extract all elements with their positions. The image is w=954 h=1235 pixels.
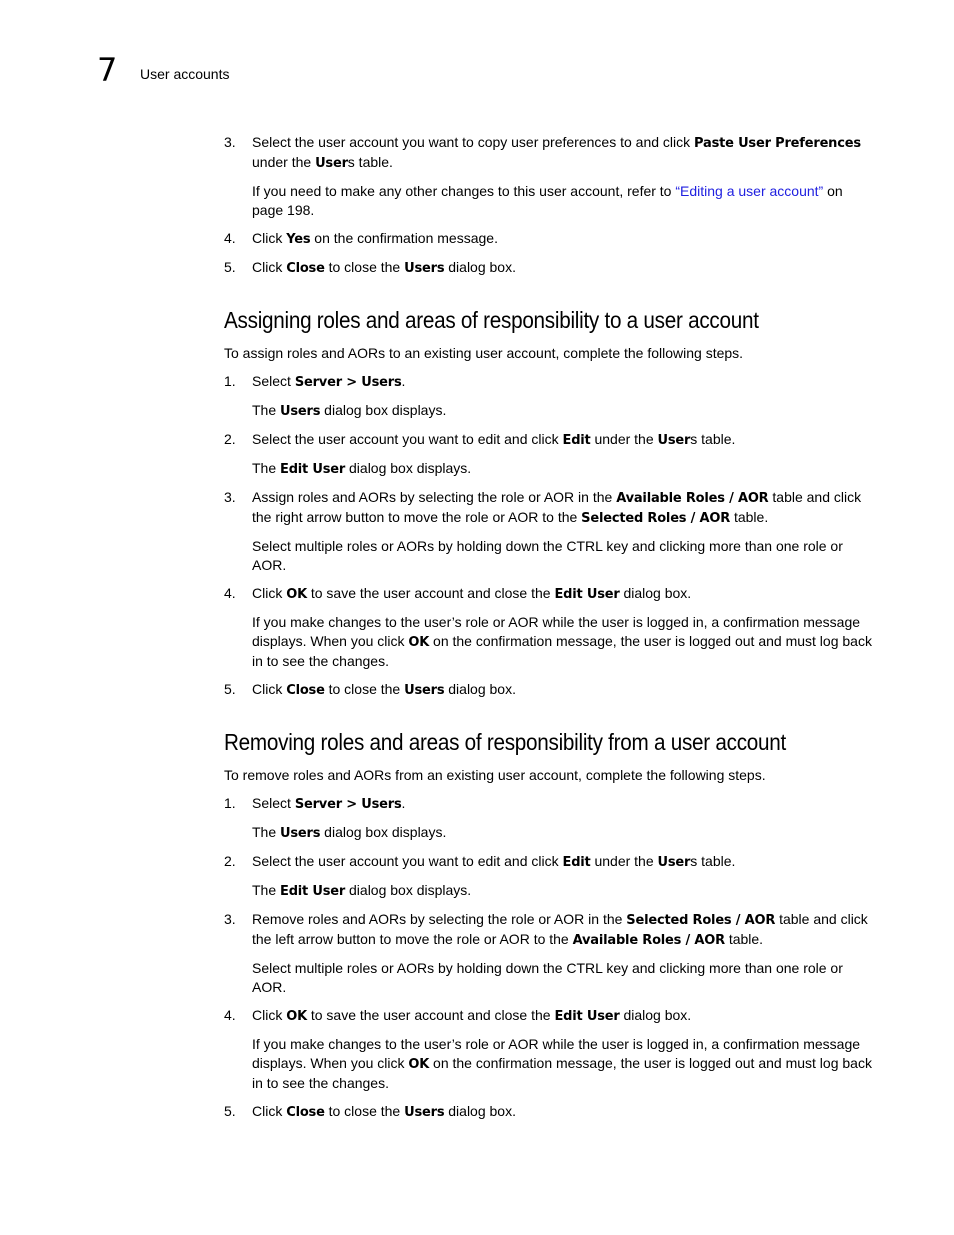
step-3 [224,133,872,173]
ui-term: OK [408,635,430,650]
step-4 [224,229,872,249]
ui-term: User [657,855,691,870]
ui-term: Available Roles / AOR [616,491,769,506]
step-note: If you make changes to the user’s role or AOR while the user is logged in, a confirmation message displays. When you click OK on the confirmation message, the user is logged out and must log back in to see the changes. [252,1036,872,1091]
step-text: Click Yes on the confirmation message. [252,230,498,247]
step-note: The Edit User dialog box displays. [252,882,472,899]
step-text: Select Server > Users. [252,373,406,390]
ui-term: Edit User [280,462,346,477]
step-note: If you need to make any other changes to this user account, refer to “Editing a user account” on page 198. [252,183,843,218]
ui-term: Users [404,683,445,698]
step-text: Select Server > Users. [252,795,406,812]
step-number: 3. [224,134,236,150]
step-text: Click OK to save the user account and close the Edit User dialog box. [252,585,692,602]
step-text: Click OK to save the user account and close the Edit User dialog box. [252,1007,692,1024]
step-note: The Users dialog box displays. [252,824,447,841]
cross-reference-link[interactable]: “Editing a user account” [675,183,824,199]
step-note: If you make changes to the user’s role or AOR while the user is logged in, a confirmation message displays. When you click OK on the confirmation message, the user is logged out and must log back in to see the changes. [252,614,872,669]
ui-term: OK [286,587,307,602]
ui-term: Server > Users [294,797,402,812]
step-5 [224,1102,872,1122]
step-3 [224,488,872,528]
ui-term: Users [280,826,321,841]
step-number: 1. [224,795,236,811]
step-text: Select the user account you want to copy user preferences to and click Paste User Preferences under the Users table. [252,134,861,171]
step-5 [224,258,872,278]
step-2 [224,852,872,872]
ui-term: Yes [286,232,311,247]
step-text: Select the user account you want to edit and click Edit under the Users table. [252,853,736,870]
section-heading-assign: Assigning roles and areas of responsibility to a user account [224,307,759,333]
ui-term: Edit User [554,1009,620,1024]
chapter-number: 7 [97,51,118,89]
ui-term: Paste User Preferences [694,136,861,151]
ui-term: Available Roles / AOR [572,933,725,948]
step-number: 2. [224,853,236,869]
step-number: 3. [224,911,236,927]
ui-term: Edit User [554,587,620,602]
ui-term: OK [286,1009,307,1024]
step-number: 5. [224,681,236,697]
step-number: 1. [224,373,236,389]
step-3 [224,910,872,950]
ui-term: User [657,433,691,448]
step-1 [224,372,872,392]
ui-term: Edit User [280,884,346,899]
step-2 [224,430,872,450]
step-note: The Users dialog box displays. [252,402,447,419]
page-content [224,133,872,1122]
step-number: 3. [224,489,236,505]
ui-term: Close [286,1105,325,1120]
step-text: Remove roles and AORs by selecting the role or AOR in the Selected Roles / AOR table and click the left arrow button to move the role or AOR to the Available Roles / AOR table. [252,911,868,948]
step-5 [224,680,872,700]
step-text: Click Close to close the Users dialog box. [252,1103,516,1120]
ui-term: User [315,156,348,171]
step-note: Select multiple roles or AORs by holding down the CTRL key and clicking more than one role or AOR. [252,538,843,573]
step-number: 4. [224,230,236,246]
step-number: 5. [224,1103,236,1119]
step-text: Click Close to close the Users dialog box. [252,681,516,698]
ui-term: Selected Roles / AOR [581,511,731,526]
step-4 [224,1006,872,1026]
section-intro: To assign roles and AORs to an existing user account, complete the following steps. [224,345,744,361]
step-note: The Edit User dialog box displays. [252,460,472,477]
ui-term: OK [408,1057,430,1072]
step-number: 5. [224,259,236,275]
ui-term: Server > Users [294,375,402,390]
ui-term: Selected Roles / AOR [626,913,776,928]
step-1 [224,794,872,814]
ui-term: Edit [562,855,591,870]
ui-term: Close [286,683,325,698]
section-heading-remove: Removing roles and areas of responsibility from a user account [224,729,786,755]
step-text: Assign roles and AORs by selecting the role or AOR in the Available Roles / AOR table and click the right arrow button to move the role or AOR to the Selected Roles / AOR table. [252,489,862,526]
running-header: User accounts [140,66,230,82]
ui-term: Users [280,404,321,419]
step-text: Click Close to close the Users dialog box. [252,259,516,276]
step-number: 2. [224,431,236,447]
ui-term: Close [286,261,325,276]
ui-term: Users [404,261,445,276]
ui-term: Users [404,1105,445,1120]
step-number: 4. [224,1007,236,1023]
section-intro: To remove roles and AORs from an existing user account, complete the following steps. [224,767,766,783]
step-4 [224,584,872,604]
step-note: Select multiple roles or AORs by holding down the CTRL key and clicking more than one role or AOR. [252,960,843,995]
ui-term: Edit [562,433,591,448]
step-number: 4. [224,585,236,601]
step-text: Select the user account you want to edit and click Edit under the Users table. [252,431,736,448]
